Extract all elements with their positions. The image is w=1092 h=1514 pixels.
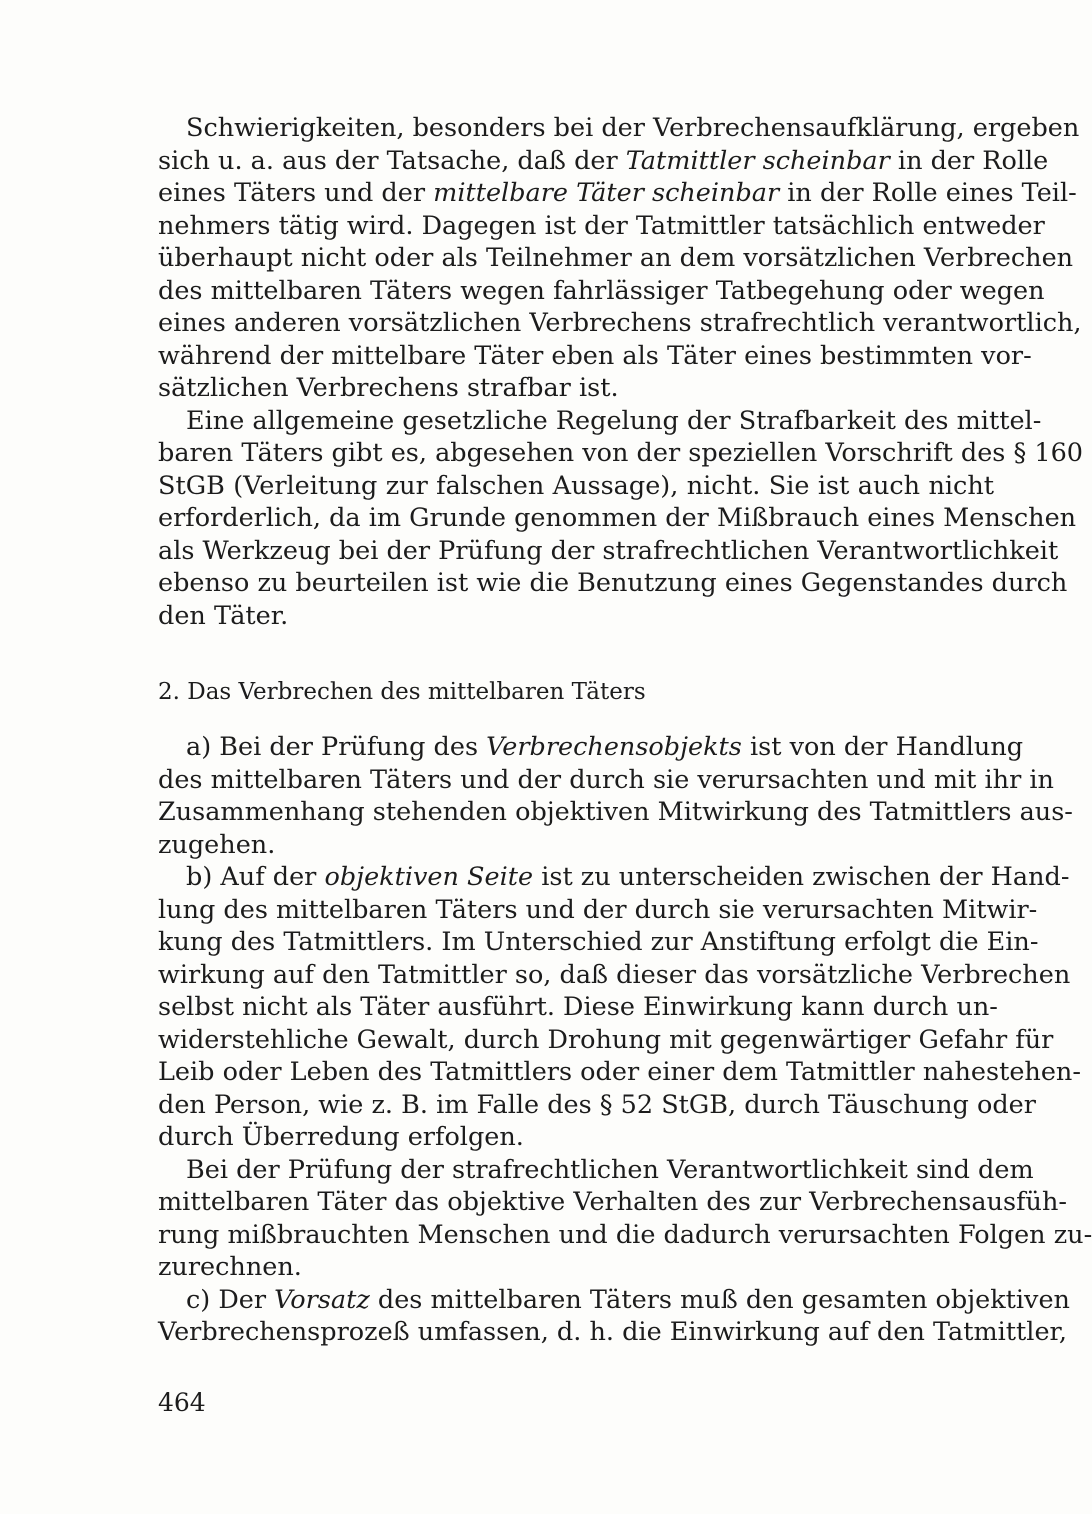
text-line: mittelbaren Täter das objektive Verhalten des zur Verbrechensausfüh- [158, 1187, 1068, 1217]
text-line: Verbrechensprozeß umfassen, d. h. die Einwirkung auf den Tatmittler, [158, 1317, 1068, 1347]
emphasis: Verbrechensobjekts [486, 732, 742, 762]
text-line: erforderlich, da im Grunde genommen der Mißbrauch eines Menschen [158, 503, 1077, 533]
text-line: ebenso zu beurteilen ist wie die Benutzung eines Gegenstandes durch [158, 568, 1068, 598]
text-line: kung des Tatmittlers. Im Unterschied zur Anstiftung erfolgt die Ein- [158, 927, 1039, 957]
text-line: zurechnen. [158, 1252, 302, 1282]
text-line: Bei der Prüfung der strafrechtlichen Verantwortlichkeit sind dem [186, 1154, 1034, 1185]
page-number: 464 [158, 1388, 206, 1417]
paragraph-a [158, 731, 1073, 861]
section-heading: 2. Das Verbrechen des mittelbaren Täters [158, 679, 646, 705]
text-line: des mittelbaren Täters wegen fahrlässiger Tatbegehung oder wegen [158, 275, 1045, 306]
text-line: a) Bei der Prüfung des Verbrechensobjekts ist von der Handlung [186, 732, 1024, 762]
text-line: sich u. a. aus der Tatsache, daß der Tatmittler scheinbar in der Rolle [158, 145, 1049, 176]
text-line: selbst nicht als Täter ausführt. Diese Einwirkung kann durch un- [158, 992, 998, 1022]
emphasis: Vorsatz [274, 1284, 370, 1315]
text-line: nehmers tätig wird. Dagegen ist der Tatmittler tatsächlich entweder [158, 210, 1045, 241]
text-line: lung des mittelbaren Täters und der durch sie verursachten Mitwir- [158, 894, 1038, 925]
text-line: durch Überredung erfolgen. [158, 1122, 524, 1152]
emphasis: objektiven Seite [324, 862, 534, 892]
text-line: eines anderen vorsätzlichen Verbrechens strafrechtlich verantwortlich, [158, 308, 1082, 338]
text-line: eines Täters und der mittelbare Täter scheinbar in der Rolle eines Teil- [158, 178, 1077, 208]
text-line: sätzlichen Verbrechens strafbar ist. [158, 373, 619, 403]
text-line: den Täter. [158, 600, 289, 631]
text-line: Zusammenhang stehenden objektiven Mitwirkung des Tatmittlers aus- [158, 797, 1073, 827]
paragraph-c [158, 1284, 1070, 1349]
text-line: wirkung auf den Tatmittler so, daß dieser das vorsätzliche Verbrechen [158, 959, 1071, 990]
text-line: den Person, wie z. B. im Falle des § 52 StGB, durch Täuschung oder [158, 1089, 1036, 1120]
paragraph-b [158, 861, 1081, 1154]
text-line: StGB (Verleitung zur falschen Aussage), nicht. Sie ist auch nicht [158, 470, 994, 501]
text-line: c) Der Vorsatz des mittelbaren Täters muß den gesamten objektiven [186, 1284, 1070, 1315]
text-line: während der mittelbare Täter eben als Täter eines bestimmten vor- [158, 340, 1032, 371]
text-line: Eine allgemeine gesetzliche Regelung der Strafbarkeit des mittel- [186, 405, 1042, 436]
text-line: zugehen. [158, 829, 276, 860]
emphasis: Tatmittler scheinbar [625, 145, 890, 176]
paragraph-2 [158, 405, 1084, 633]
text-line: baren Täters gibt es, abgesehen von der speziellen Vorschrift des § 160 [158, 438, 1084, 468]
emphasis: mittelbare Täter scheinbar [433, 178, 780, 208]
text-line: als Werkzeug bei der Prüfung der strafrechtlichen Verantwortlichkeit [158, 535, 1059, 566]
text-line: des mittelbaren Täters und der durch sie verursachten und mit ihr in [158, 764, 1054, 795]
text-line: Schwierigkeiten, besonders bei der Verbrechensaufklärung, ergeben [186, 113, 1080, 143]
paragraph-1 [158, 112, 1082, 405]
text-line: Leib oder Leben des Tatmittlers oder einer dem Tatmittler nahestehen- [158, 1057, 1081, 1087]
page-body [158, 112, 1092, 1349]
text-line: b) Auf der objektiven Seite ist zu unterscheiden zwischen der Hand- [186, 862, 1070, 892]
text-line: rung mißbrauchten Menschen und die dadurch verursachten Folgen zu- [158, 1219, 1092, 1250]
text-line: überhaupt nicht oder als Teilnehmer an dem vorsätzlichen Verbrechen [158, 243, 1074, 273]
text-line: widerstehliche Gewalt, durch Drohung mit gegenwärtiger Gefahr für [158, 1024, 1054, 1055]
paragraph-b2 [158, 1154, 1092, 1284]
